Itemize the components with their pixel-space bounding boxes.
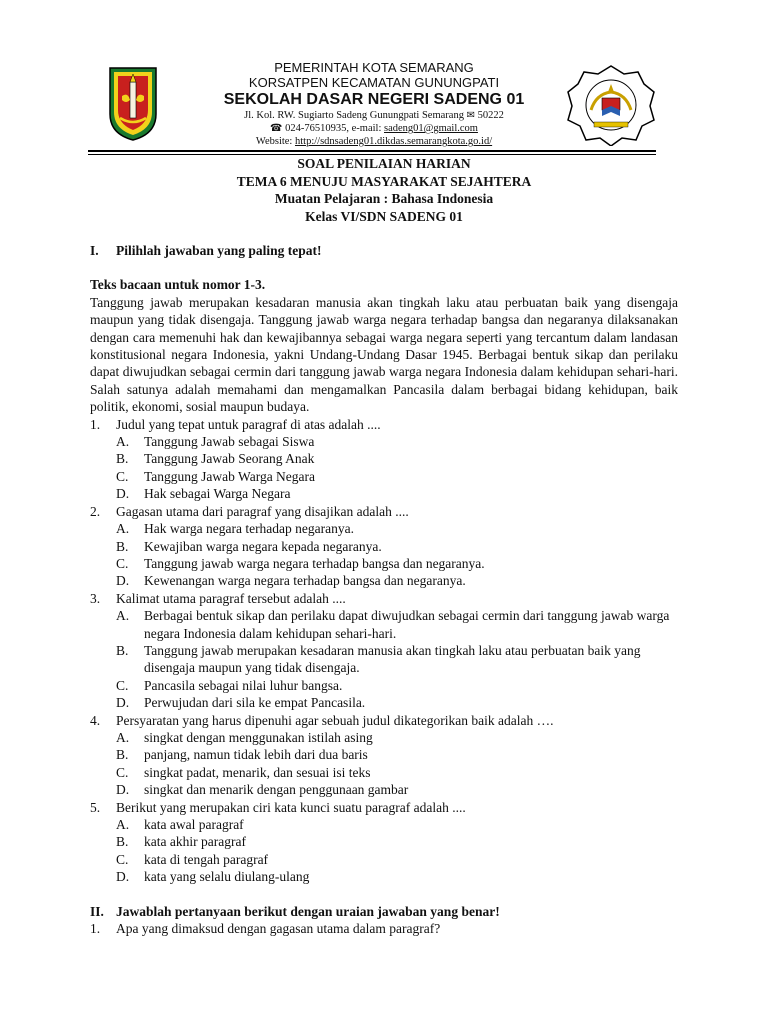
option-letter: D.: [116, 695, 130, 711]
option-text: panjang, namun tidak lebih dari dua baris: [144, 747, 368, 763]
option-text: kata yang selalu diulang-ulang: [144, 869, 310, 885]
option-text: kata di tengah paragraf: [144, 851, 269, 867]
option-text: Kewenangan warga negara terhadap bangsa dan negaranya.: [144, 573, 466, 589]
section-instruction: Pilihlah jawaban yang paling tepat!: [116, 243, 322, 258]
option-text: Berbagai bentuk sikap dan perilaku dapat diwujudkan sebagai cermin dari tanggung jawab warga negara Indonesia dalam kehidupan sehari-hari.: [144, 608, 670, 641]
answer-option[interactable]: [90, 694, 678, 711]
letterhead: [90, 56, 656, 148]
answer-option[interactable]: [90, 851, 678, 868]
question-text: Persyaratan yang harus dipenuhi agar sebuah judul dikategorikan baik adalah ….: [116, 712, 554, 728]
phone-icon: ☎: [270, 123, 283, 134]
option-text: kata akhir paragraf: [144, 834, 246, 850]
option-letter: B.: [116, 642, 129, 658]
school-address: [190, 109, 558, 122]
option-text: Tanggung jawab warga negara terhadap bangsa dan negaranya.: [144, 555, 485, 571]
option-letter: D.: [116, 869, 130, 885]
exam-class: Kelas VI/SDN SADENG 01: [305, 208, 463, 224]
answer-option[interactable]: [90, 433, 678, 450]
option-text: singkat dengan menggunakan istilah asing: [144, 729, 373, 745]
answer-option[interactable]: [90, 642, 678, 677]
section-number: II.: [90, 903, 104, 919]
answer-option[interactable]: [90, 450, 678, 467]
question-item: [90, 799, 678, 816]
option-text: Tanggung Jawab Warga Negara: [144, 468, 316, 484]
option-letter: B.: [116, 451, 129, 467]
question-number: 5.: [90, 799, 101, 815]
question-number: 4.: [90, 712, 101, 728]
multiple-choice-questions: [90, 416, 678, 886]
question-item: [90, 503, 678, 520]
question-number: 3.: [90, 590, 101, 606]
reading-title: Teks bacaan untuk nomor 1-3.: [90, 277, 266, 293]
email-link[interactable]: sadeng01@gmail.com: [384, 123, 478, 134]
option-text: Pancasila sebagai nilai luhur bangsa.: [144, 677, 343, 693]
option-text: Perwujudan dari sila ke empat Pancasila.: [144, 695, 366, 711]
option-letter: B.: [116, 834, 129, 850]
option-letter: C.: [116, 555, 129, 571]
exam-subject: Muatan Pelajaran : Bahasa Indonesia: [274, 191, 494, 206]
question-number: 1.: [90, 921, 101, 937]
option-letter: C.: [116, 764, 129, 780]
option-text: kata awal paragraf: [144, 817, 244, 832]
postal-code: 50222: [477, 110, 504, 121]
option-letter: A.: [116, 434, 130, 450]
exam-title: SOAL PENILAIAN HARIAN: [297, 156, 471, 171]
option-letter: B.: [116, 538, 129, 554]
option-letter: D.: [116, 782, 130, 798]
answer-option[interactable]: [90, 572, 678, 589]
option-text: Tanggung Jawab Seorang Anak: [144, 451, 315, 467]
answer-option[interactable]: [90, 520, 678, 537]
letterhead-rule-thick: [88, 150, 656, 152]
option-letter: A.: [116, 729, 130, 745]
question-text: Berikut yang merupakan ciri kata kunci suatu paragraf adalah ....: [116, 799, 466, 815]
answer-option[interactable]: [90, 468, 678, 485]
school-contact: [190, 122, 558, 135]
option-letter: A.: [116, 817, 130, 832]
address-text: Jl. Kol. RW. Sugiarto Sadeng Gunungpati Semarang: [244, 110, 464, 121]
answer-option[interactable]: [90, 607, 678, 642]
question-text: Apa yang dimaksud dengan gagasan utama dalam paragraf?: [116, 921, 441, 937]
answer-option[interactable]: [90, 868, 678, 885]
question-item: [90, 712, 678, 729]
option-text: Tanggung Jawab sebagai Siswa: [144, 434, 315, 450]
answer-option[interactable]: [90, 677, 678, 694]
answer-option[interactable]: [90, 729, 678, 746]
option-letter: B.: [116, 747, 129, 763]
school-seal-icon: [566, 64, 656, 146]
option-letter: C.: [116, 851, 129, 867]
exam-theme: TEMA 6 MENUJU MASYARAKAT SEJAHTERA: [236, 173, 532, 189]
option-text: singkat padat, menarik, dan sesuai isi teks: [144, 764, 371, 780]
letterhead-line-2: KORSATPEN KECAMATAN GUNUNGPATI: [248, 75, 500, 90]
option-letter: D.: [116, 486, 130, 502]
section-number: I.: [90, 243, 99, 258]
option-text: Kewajiban warga negara kepada negaranya.: [144, 538, 382, 554]
school-website: [190, 135, 558, 148]
answer-option[interactable]: [90, 816, 678, 833]
question-text: Kalimat utama paragraf tersebut adalah ....: [116, 590, 346, 606]
question-item: [90, 416, 678, 433]
answer-option[interactable]: [90, 833, 678, 850]
question-number: 1.: [90, 416, 101, 432]
essay-questions: [90, 920, 678, 937]
option-text: Hak sebagai Warga Negara: [144, 486, 291, 502]
answer-option[interactable]: [90, 555, 678, 572]
answer-option[interactable]: [90, 538, 678, 555]
answer-option[interactable]: [90, 764, 678, 781]
option-text: Hak warga negara terhadap negaranya.: [144, 521, 355, 537]
mailbox-icon: ✉: [466, 110, 475, 121]
school-name: SEKOLAH DASAR NEGERI SADENG 01: [223, 91, 525, 108]
question-item: [90, 590, 678, 607]
option-letter: C.: [116, 677, 129, 693]
question-text: Gagasan utama dari paragraf yang disajikan adalah ....: [116, 503, 409, 519]
option-letter: A.: [116, 608, 130, 624]
semarang-city-emblem-icon: [108, 66, 158, 142]
section-2-heading: [90, 903, 678, 920]
website-label: Website:: [255, 136, 293, 147]
section-instruction: Jawablah pertanyaan berikut dengan uraian jawaban yang benar!: [116, 903, 500, 919]
answer-option[interactable]: [90, 485, 678, 502]
option-text: singkat dan menarik dengan penggunaan gambar: [144, 782, 409, 798]
section-1-heading: [90, 242, 678, 259]
question-text: Judul yang tepat untuk paragraf di atas adalah ....: [116, 416, 381, 432]
option-letter: D.: [116, 573, 130, 589]
exam-content: [90, 242, 678, 937]
option-letter: A.: [116, 521, 130, 537]
exam-title-block: [88, 155, 680, 225]
answer-option[interactable]: [90, 781, 678, 798]
phone-text: 024-76510935, e-mail:: [285, 123, 382, 134]
letterhead-text: [190, 60, 558, 148]
answer-option[interactable]: [90, 746, 678, 763]
reading-paragraph: Tanggung jawab merupakan kesadaran manusia akan tingkah laku atau perbuatan baik yang disengaja maupun yang tidak disengaja. Tanggung jawab warga negara terhadap bangsa dan negaranya dilaksanakan dengan cara memenuhi hak dan kewajibannya sebagai warga negara seperti yang tercantum dalam landasan konstitusional negara Indonesia, yakni Undang-Undang Dasar 1945. Berbagai bentuk sikap dan perilaku dapat diwujudkan sebagai cermin dari tanggung jawab warga negara Indonesia dalam kehidupan sehari-hari. Salah satunya adalah memahami dan mengamalkan Pancasila dalam berbagai bidang kehidupan, baik politik, ekonomi, sosial maupun budaya.: [90, 294, 678, 415]
option-letter: C.: [116, 468, 129, 484]
website-link[interactable]: http://sdnsadeng01.dikdas.semarangkota.go.id/: [294, 136, 493, 147]
question-number: 2.: [90, 503, 101, 519]
letterhead-line-1: PEMERINTAH KOTA SEMARANG: [274, 60, 474, 75]
question-item: [90, 920, 678, 937]
option-text: Tanggung jawab merupakan kesadaran manusia akan tingkah laku atau perbuatan baik yang disengaja maupun yang tidak disengaja.: [144, 642, 641, 676]
